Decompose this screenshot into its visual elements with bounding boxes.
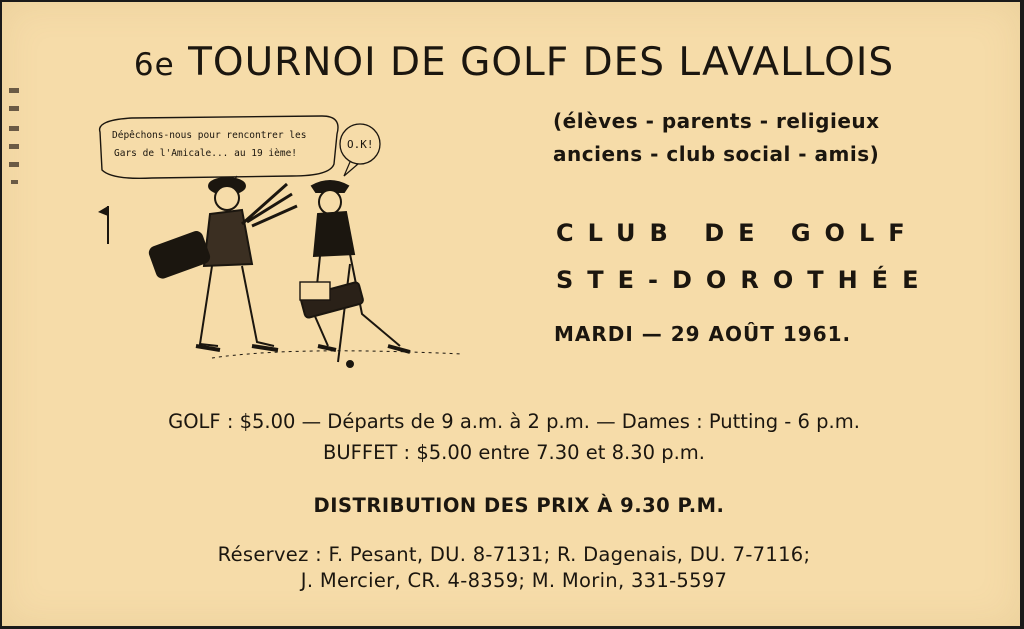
invitation-card <box>2 2 1020 626</box>
audience-list <box>553 105 880 171</box>
reply-text: O.K! <box>347 138 374 151</box>
speech-line-2: Gars de l'Amicale... au 19 ième! <box>114 148 298 159</box>
edition-number: 6e <box>133 47 175 83</box>
venue-line-2: STE-DOROTHÉE <box>556 266 933 294</box>
golfer-left-figure <box>148 178 297 350</box>
golfers-cartoon <box>92 114 472 379</box>
venue-line-1: CLUB DE GOLF <box>556 219 919 247</box>
page-title <box>2 40 1024 85</box>
golf-flag-icon <box>98 206 108 244</box>
reservation-line-2: J. Mercier, CR. 4-8359; M. Morin, 331-5597 <box>300 569 728 592</box>
binding-holes <box>8 88 22 208</box>
prize-distribution: DISTRIBUTION DES PRIX À 9.30 P.M. <box>313 494 725 517</box>
venue-name <box>556 210 933 304</box>
golfer-right-figure <box>300 181 410 367</box>
audience-line-1: (élèves - parents - religieux <box>553 109 880 133</box>
audience-line-2: anciens - club social - amis) <box>553 142 880 166</box>
reservation-line-1: Réservez : F. Pesant, DU. 8-7131; R. Dagenais, DU. 7-7116; <box>217 543 811 566</box>
speech-line-1: Dépêchons-nous pour rencontrer les <box>112 130 307 141</box>
title-text: TOURNOI DE GOLF DES LAVALLOIS <box>188 40 895 85</box>
buffet-schedule: BUFFET : $5.00 entre 7.30 et 8.30 p.m. <box>323 441 705 464</box>
golf-schedule: GOLF : $5.00 — Départs de 9 a.m. à 2 p.m. — Dames : Putting - 6 p.m. <box>168 410 860 433</box>
event-date: MARDI — 29 AOÛT 1961. <box>554 322 852 346</box>
